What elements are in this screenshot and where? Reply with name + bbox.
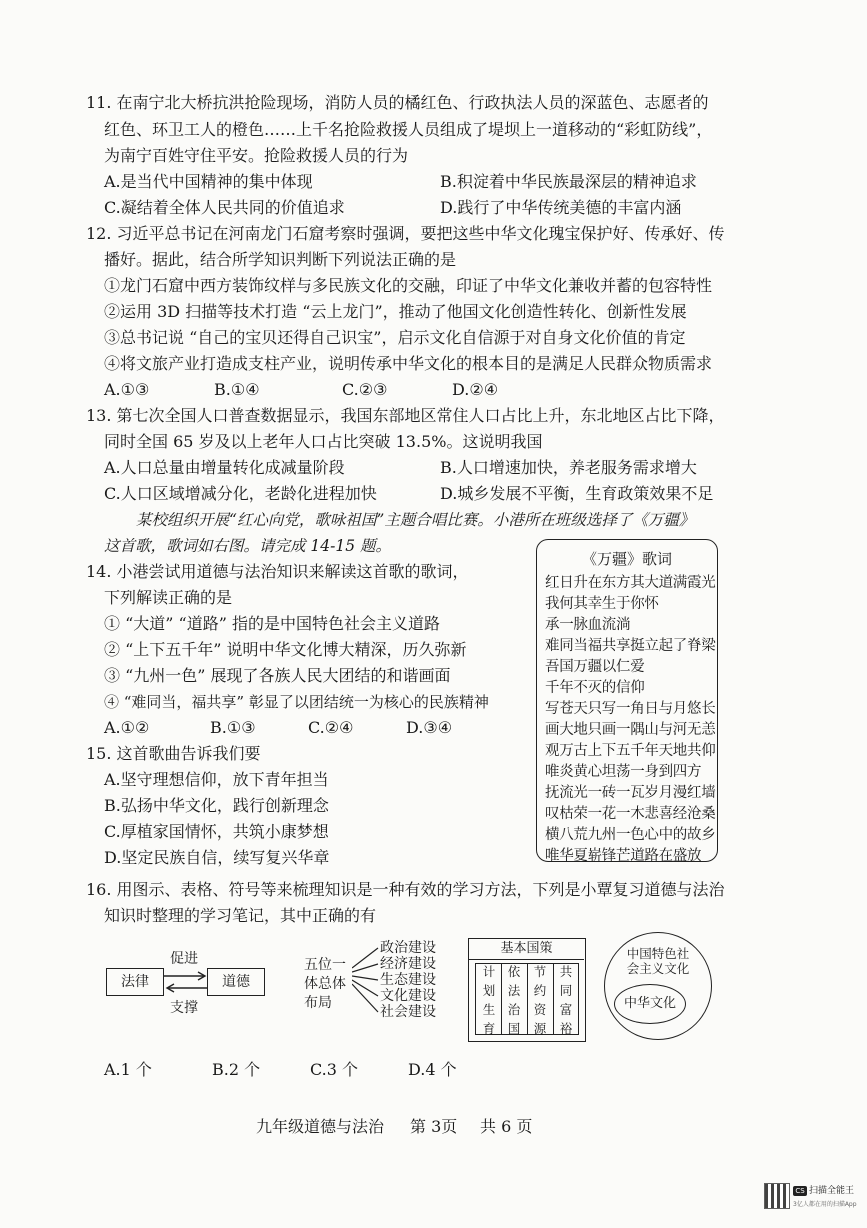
q13-option-a: A.人口总量由增量转化成减量阶段: [104, 458, 345, 477]
five-in-one-label: 五位一 体总体 布局: [304, 957, 346, 1011]
q12-item-2: ②运用 3D 扫描等技术打造 “云上龙门”，推动了他国文化创造性转化、创新性发展: [104, 302, 687, 321]
q12-option-a: A.①③: [104, 380, 150, 399]
q15-option-d: D.坚定民族自信，续写复兴华章: [104, 848, 330, 867]
q12-option-d: D.②④: [452, 380, 499, 399]
lyric-line: 唯华夏崭锋芒道路在盛放: [545, 848, 702, 864]
q13-option-c: C.人口区域增减分化，老龄化进程加快: [104, 484, 377, 503]
q14-stem-line-2: 下列解读正确的是: [104, 588, 233, 607]
lyric-line: 叹枯荣一花一木悲喜经沧桑: [545, 806, 716, 822]
q11-stem-line-2: 红色、环卫工人的橙色……上千名抢险救援人员组成了堤坝上一道移动的“彩虹防线”，: [104, 120, 713, 139]
q12-item-3: ③总书记说 “自己的宝贝还得自己识宝”，启示文化自信源于对自身文化价值的肯定: [104, 328, 686, 347]
q11-option-c: C.凝结着全体人民共同的价值追求: [104, 198, 345, 217]
camscanner-name: 扫描全能王: [809, 1186, 855, 1196]
q12-item-4: ④将文旅产业打造成支柱产业，说明传承中华文化的根本目的是满足人民群众物质需求: [104, 354, 713, 373]
q11-option-a: A.是当代中国精神的集中体现: [104, 172, 313, 191]
q12-item-1: ①龙门石窟中西方装饰纹样与多民族文化的交融，印证了中华文化兼收并蓄的包容特性: [104, 276, 713, 295]
q16-stem-line-2: 知识时整理的学习笔记，其中正确的有: [104, 906, 377, 925]
lyric-line: 难同当福共享挺立起了脊梁: [545, 638, 716, 654]
q15-option-b: B.弘扬中华文化，践行创新理念: [104, 796, 329, 815]
socialist-culture-label: 中国特色社 会主义文化: [626, 946, 690, 976]
policy-common-prosperity: 共 同 富 裕: [559, 964, 573, 1036]
support-label: 支撑: [170, 1000, 198, 1016]
lyric-line: 写苍天只写一角日与月悠长: [545, 701, 716, 717]
lyric-line: 横八荒九州一色心中的故乡: [545, 827, 716, 843]
promote-label: 促进: [170, 951, 198, 967]
q16-stem-line-1: 16. 用图示、表格、符号等来梳理知识是一种有效的学习方法，下列是小覃复习道德与法治: [86, 880, 725, 899]
q14-item-3: ③ “九州一色” 展现了各族人民大团结的和谐画面: [104, 666, 451, 685]
lyric-line: 观万古上下五千年天地共仰: [545, 743, 716, 759]
lyric-line: 我何其幸生于你怀: [545, 596, 659, 612]
q12-stem-line-1: 12. 习近平总书记在河南龙门石窟考察时强调，要把这些中华文化瑰宝保护好、传承好、传: [86, 224, 725, 243]
lyric-line: 抚流光一砖一瓦岁月漫红墙: [545, 785, 716, 801]
qr-code-icon: [764, 1183, 790, 1209]
law-box: 法律: [106, 968, 164, 996]
policy-family-planning: 计 划 生 育: [482, 964, 496, 1036]
basic-policy-title: 基本国策: [469, 939, 584, 960]
footer-total: 共 6 页: [480, 1117, 533, 1136]
q12-option-c: C.②③: [342, 380, 388, 399]
q16-option-b: B.2 个: [212, 1060, 261, 1079]
lyric-line: 画大地只画一隅山与河无恙: [545, 722, 716, 738]
double-arrow-icon: [164, 970, 208, 994]
q14-item-1: ① “大道” “道路” 指的是中国特色社会主义道路: [104, 614, 440, 633]
morality-box: 道德: [207, 968, 265, 996]
lyrics-box: [536, 539, 718, 862]
q13-option-d: D.城乡发展不平衡，生育政策效果不足: [440, 484, 714, 503]
lyric-line: 唯炎黄心坦荡一身到四方: [545, 764, 702, 780]
q15-option-c: C.厚植家国情怀，共筑小康梦想: [104, 822, 329, 841]
q14-item-2: ② “上下五千年” 说明中华文化博大精深，历久弥新: [104, 640, 467, 659]
lyric-line: 吾国万疆以仁爱: [545, 659, 645, 675]
camscanner-tagline: 3亿人都在用的扫描App: [793, 1201, 857, 1208]
q14-option-d: D.③④: [406, 718, 453, 737]
policy-columns: [475, 963, 579, 1035]
basic-policy-table: [468, 938, 586, 1042]
lyric-line: 承一脉血流淌: [545, 617, 631, 633]
lyric-line: 红日升在东方其大道满霞光: [545, 575, 716, 591]
q14-stem-line-1: 14. 小港尝试用道德与法治知识来解读这首歌的歌词，: [86, 562, 469, 581]
q13-stem-line-1: 13. 第七次全国人口普查数据显示，我国东部地区常住人口占比上升，东北地区占比下降，: [86, 406, 725, 425]
q16-option-c: C.3 个: [310, 1060, 359, 1079]
camscanner-logo-icon: CS: [793, 1186, 807, 1196]
q12-stem-line-2: 播好。据此，结合所学知识判断下列说法正确的是: [104, 250, 457, 269]
footer-subject: 九年级道德与法治: [256, 1117, 385, 1136]
policy-rule-of-law: 依 法 治 国: [507, 964, 521, 1036]
lyric-line: 千年不灭的信仰: [545, 680, 645, 696]
five-in-one-items: 政治建设 经济建设 生态建设 文化建设 社会建设: [380, 940, 436, 1020]
intro-line-1: 某校组织开展“红心向党，歌咏祖国”主题合唱比赛。小港所在班级选择了《万疆》: [136, 511, 695, 529]
lyrics-title: 《万疆》歌词: [581, 550, 672, 568]
q15-stem: 15. 这首歌曲告诉我们要: [86, 744, 261, 763]
policy-conserve-resources: 节 约 资 源: [533, 964, 547, 1036]
q14-option-c: C.②④: [308, 718, 354, 737]
q13-stem-line-2: 同时全国 65 岁及以上老年人口占比突破 13.5%。这说明我国: [104, 432, 543, 451]
intro-line-2: 这首歌，歌词如右图。请完成 14-15 题。: [104, 537, 392, 555]
q13-option-b: B.人口增速加快，养老服务需求增大: [440, 458, 697, 477]
q12-option-b: B.①④: [214, 380, 260, 399]
q11-stem-line-1: 11. 在南宁北大桥抗洪抢险现场，消防人员的橘红色、行政执法人员的深蓝色、志愿者的: [86, 93, 709, 112]
q16-option-d: D.4 个: [408, 1060, 457, 1079]
bracket-lines-icon: [352, 944, 380, 1020]
chinese-culture-circle: 中华文化: [614, 984, 686, 1024]
q11-option-b: B.积淀着中华民族最深层的精神追求: [440, 172, 697, 191]
q14-option-b: B.①③: [210, 718, 256, 737]
q14-item-4: ④ “难同当，福共享” 彰显了以团结统一为核心的民族精神: [104, 693, 489, 711]
q15-option-a: A.坚守理想信仰，放下青年担当: [104, 770, 329, 789]
q14-option-a: A.①②: [104, 718, 150, 737]
q11-stem-line-3: 为南宁百姓守住平安。抢险救援人员的行为: [104, 146, 409, 165]
q16-option-a: A.1 个: [104, 1060, 152, 1079]
footer-page: 第 3页: [410, 1117, 458, 1136]
q11-option-d: D.践行了中华传统美德的丰富内涵: [440, 198, 682, 217]
